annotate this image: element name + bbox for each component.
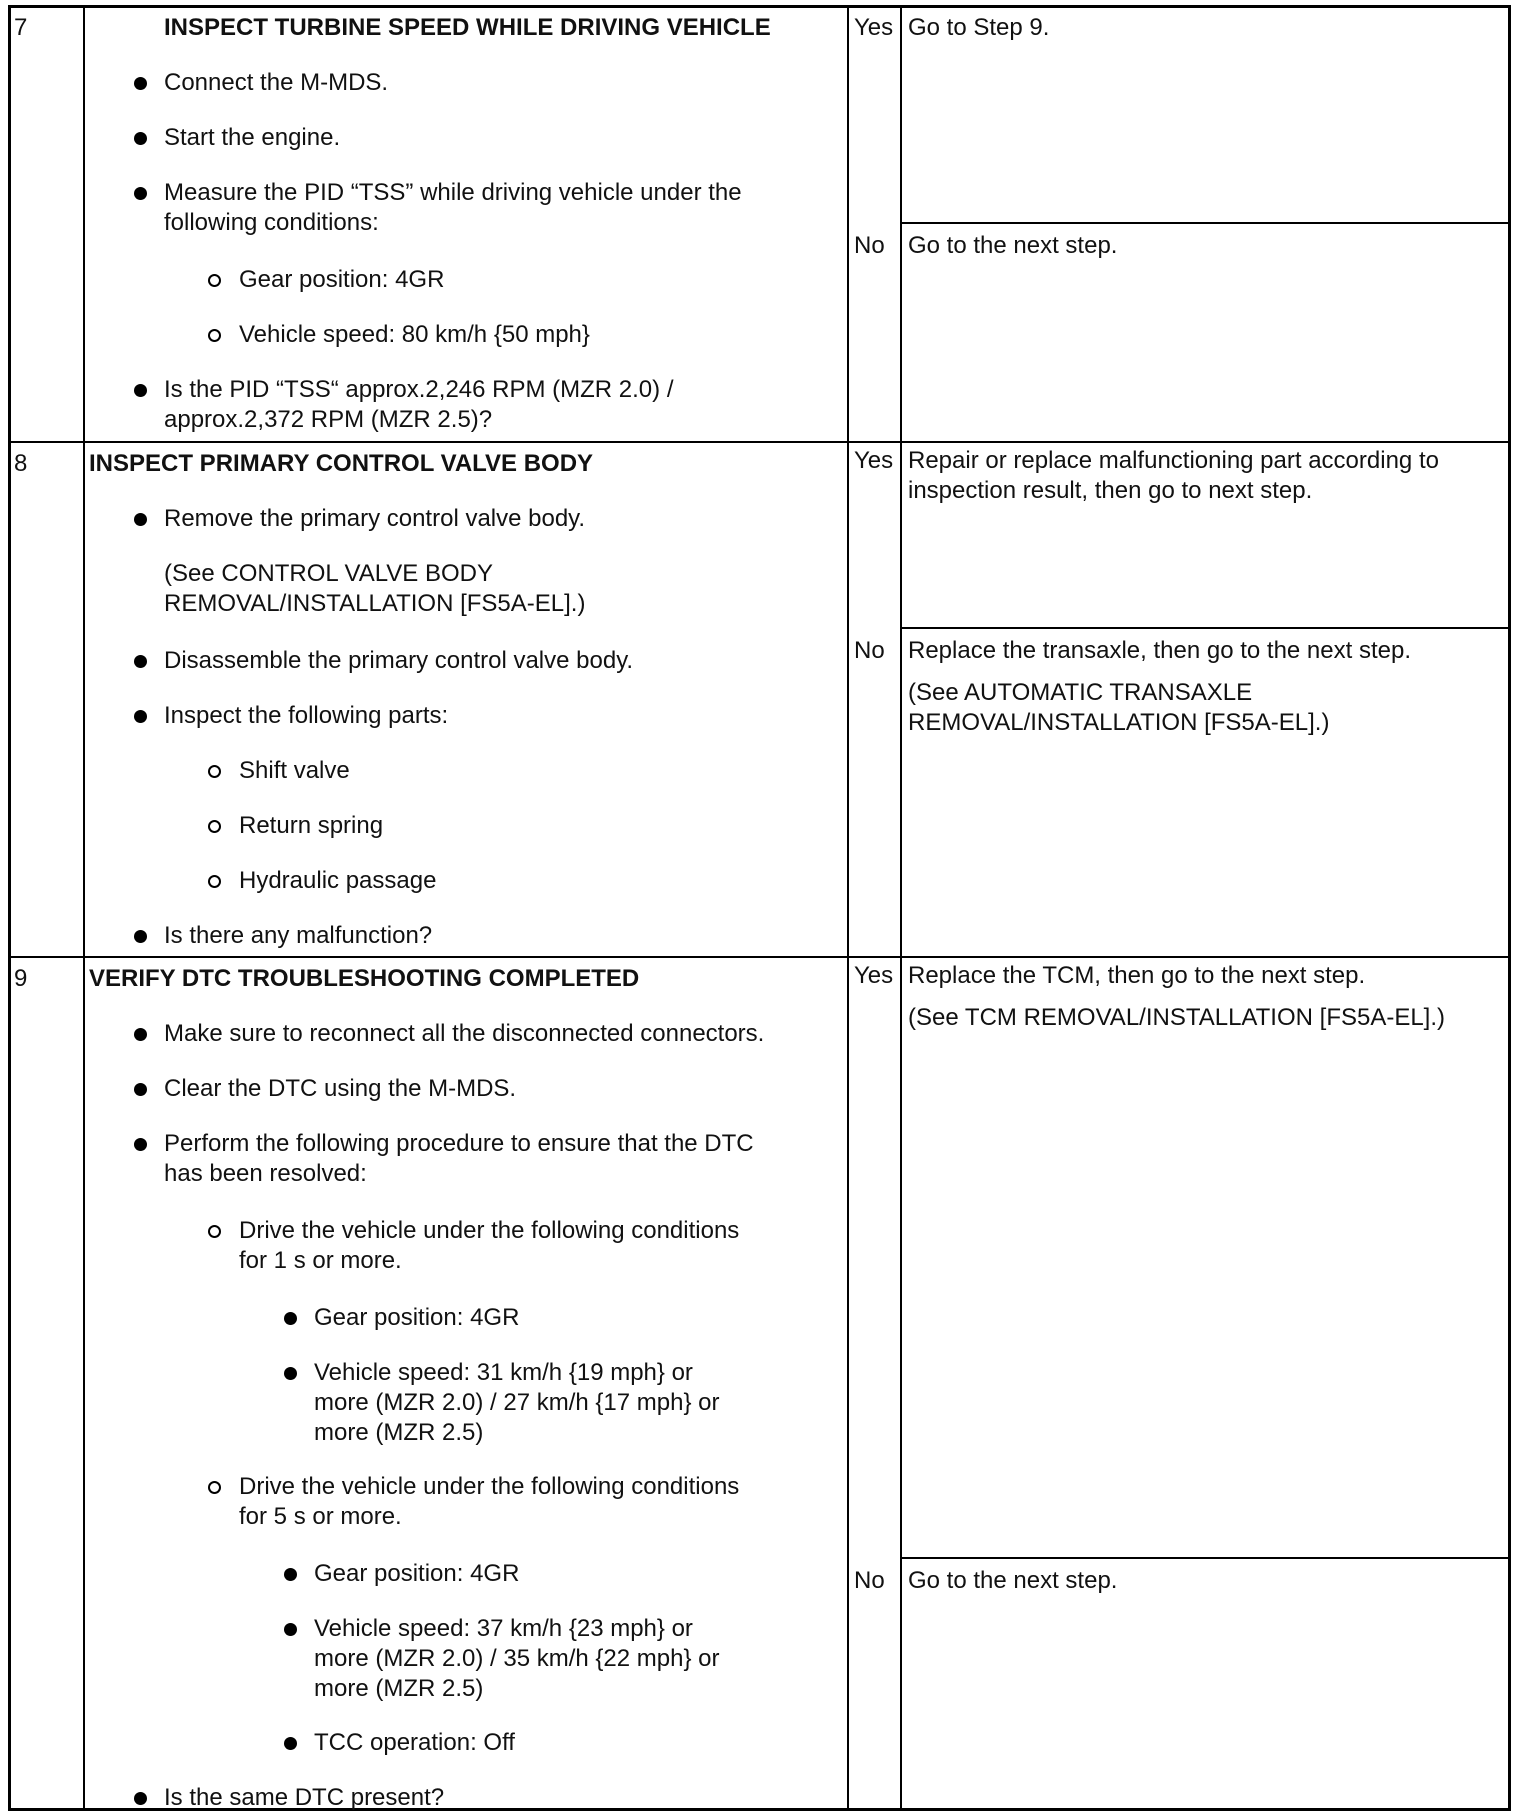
list-item-text: Clear the DTC using the M-MDS. (164, 1075, 517, 1102)
bullet-dot-icon (284, 1568, 297, 1581)
step-title: INSPECT PRIMARY CONTROL VALVE BODY (89, 450, 594, 477)
yes-action-text: Repair or replace malfunctioning part according to (908, 447, 1439, 474)
list-item-text: Gear position: 4GR (314, 1304, 520, 1331)
list-item-text: Make sure to reconnect all the disconnected connectors. (164, 1020, 765, 1047)
yes-action-text: (See TCM REMOVAL/INSTALLATION [FS5A-EL].) (908, 1004, 1446, 1031)
yes-no-divider (900, 1557, 1509, 1559)
list-item-text: more (MZR 2.5) (314, 1419, 484, 1446)
list-item-text: Inspect the following parts: (164, 702, 449, 729)
yes-no-divider (900, 627, 1509, 629)
yes-label: Yes (854, 962, 894, 989)
step-number: 7 (14, 14, 28, 41)
no-action-text: Replace the transaxle, then go to the next step. (908, 637, 1411, 664)
reference-note: (See CONTROL VALVE BODY (164, 560, 493, 587)
list-item-text: Vehicle speed: 31 km/h {19 mph} or (314, 1359, 693, 1386)
list-item-text: Hydraulic passage (239, 867, 437, 894)
bullet-dot-icon (134, 1028, 147, 1041)
bullet-dot-icon (134, 513, 147, 526)
step-title: VERIFY DTC TROUBLESHOOTING COMPLETED (89, 965, 640, 992)
step-number: 8 (14, 450, 28, 477)
bullet-dot-icon (134, 1083, 147, 1096)
bullet-dot-icon (134, 132, 147, 145)
column-divider (847, 8, 849, 1808)
list-item-text: Drive the vehicle under the following conditions (239, 1217, 740, 1244)
bullet-dot-icon (284, 1312, 297, 1325)
yes-label: Yes (854, 447, 894, 474)
list-item-text: has been resolved: (164, 1160, 367, 1187)
list-item-text: following conditions: (164, 209, 379, 236)
list-item-text: Drive the vehicle under the following conditions (239, 1473, 740, 1500)
column-divider (900, 8, 902, 1808)
list-item-text: for 1 s or more. (239, 1247, 402, 1274)
list-item-text: TCC operation: Off (314, 1729, 515, 1756)
list-item-text: for 5 s or more. (239, 1503, 402, 1530)
yes-label: Yes (854, 14, 894, 41)
list-item-text: Perform the following procedure to ensure that the DTC (164, 1130, 754, 1157)
no-label: No (854, 1567, 885, 1594)
row-divider (11, 441, 1508, 443)
list-item-text: more (MZR 2.5) (314, 1675, 484, 1702)
bullet-dot-icon (284, 1623, 297, 1636)
bullet-dot-icon (284, 1367, 297, 1380)
bullet-dot-icon (284, 1737, 297, 1750)
list-item-text: Vehicle speed: 80 km/h {50 mph} (239, 321, 590, 348)
bullet-dot-icon (134, 655, 147, 668)
sub-bullet-ring-icon (208, 875, 221, 888)
list-item-text: more (MZR 2.0) / 35 km/h {22 mph} or (314, 1645, 720, 1672)
troubleshooting-table (8, 5, 1511, 1811)
yes-no-divider (900, 222, 1509, 224)
sub-bullet-ring-icon (208, 329, 221, 342)
list-item-text: Remove the primary control valve body. (164, 505, 586, 532)
column-divider (83, 8, 85, 1808)
bullet-dot-icon (134, 710, 147, 723)
list-item-text: Measure the PID “TSS” while driving vehicle under the (164, 179, 742, 206)
list-item-text: Start the engine. (164, 124, 341, 151)
sub-bullet-ring-icon (208, 1481, 221, 1494)
list-item-text: Vehicle speed: 37 km/h {23 mph} or (314, 1615, 693, 1642)
bullet-dot-icon (134, 930, 147, 943)
bullet-dot-icon (134, 77, 147, 90)
step-title: INSPECT TURBINE SPEED WHILE DRIVING VEHICLE (164, 14, 771, 41)
list-item-text: Gear position: 4GR (314, 1560, 520, 1587)
list-item-text: Shift valve (239, 757, 350, 784)
sub-bullet-ring-icon (208, 274, 221, 287)
bullet-dot-icon (134, 384, 147, 397)
no-label: No (854, 637, 885, 664)
list-item-text: Is the PID “TSS“ approx.2,246 RPM (MZR 2.0) / (164, 376, 674, 403)
sub-bullet-ring-icon (208, 765, 221, 778)
list-item-text: Disassemble the primary control valve body. (164, 647, 634, 674)
step-number: 9 (14, 965, 28, 992)
bullet-dot-icon (134, 1138, 147, 1151)
yes-action-text: Go to Step 9. (908, 14, 1050, 41)
sub-bullet-ring-icon (208, 1225, 221, 1238)
list-item-text: Gear position: 4GR (239, 266, 445, 293)
no-action-text: Go to the next step. (908, 232, 1118, 259)
no-action-text: REMOVAL/INSTALLATION [FS5A-EL].) (908, 709, 1330, 736)
yes-action-text: inspection result, then go to next step. (908, 477, 1313, 504)
list-item-text: more (MZR 2.0) / 27 km/h {17 mph} or (314, 1389, 720, 1416)
bullet-dot-icon (134, 187, 147, 200)
list-item-text: Is the same DTC present? (164, 1784, 445, 1811)
list-item-text: Is there any malfunction? (164, 922, 433, 949)
sub-bullet-ring-icon (208, 820, 221, 833)
row-divider (11, 956, 1508, 958)
no-label: No (854, 232, 885, 259)
reference-note: REMOVAL/INSTALLATION [FS5A-EL].) (164, 590, 586, 617)
no-action-text: (See AUTOMATIC TRANSAXLE (908, 679, 1253, 706)
list-item-text: Connect the M-MDS. (164, 69, 389, 96)
yes-action-text: Replace the TCM, then go to the next step. (908, 962, 1366, 989)
bullet-dot-icon (134, 1792, 147, 1805)
list-item-text: Return spring (239, 812, 384, 839)
no-action-text: Go to the next step. (908, 1567, 1118, 1594)
list-item-text: approx.2,372 RPM (MZR 2.5)? (164, 406, 493, 433)
